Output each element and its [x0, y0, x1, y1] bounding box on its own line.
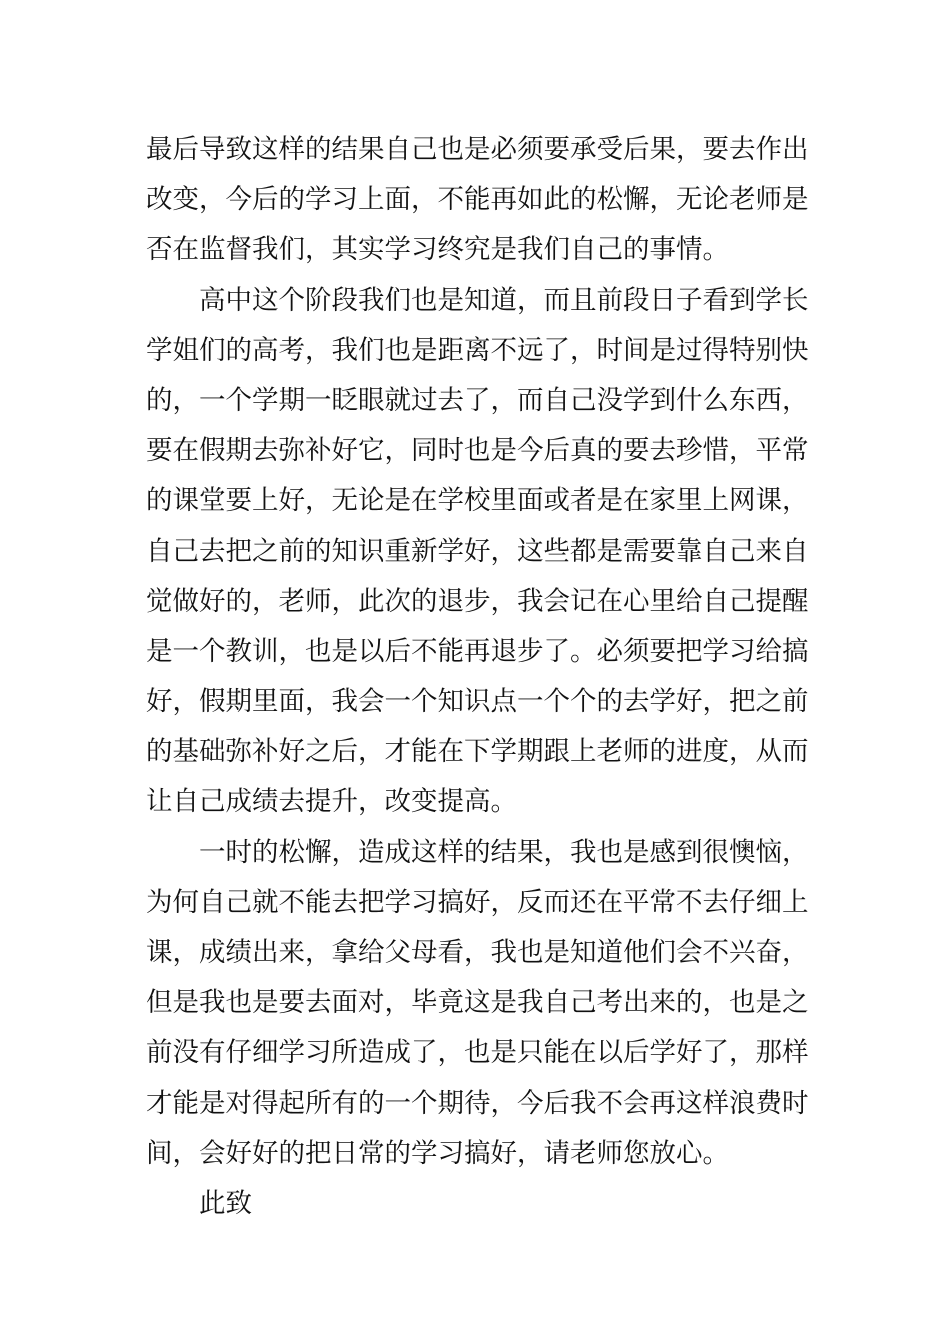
text-line: 学姐们的高考，我们也是距离不远了，时间是过得特别快 [146, 334, 809, 366]
paragraph-1 [146, 125, 808, 276]
text-line: 前没有仔细学习所造成了，也是只能在以后学好了，那样 [146, 1037, 809, 1069]
text-line: 的，一个学期一眨眼就过去了，而自己没学到什么东西， [146, 384, 809, 416]
text-line: 为何自己就不能去把学习搞好，反而还在平常不去仔细上 [146, 886, 809, 918]
text-line: 但是我也是要去面对，毕竟这是我自己考出来的，也是之 [146, 987, 809, 1019]
text-line: 改变，今后的学习上面，不能再如此的松懈，无论老师是 [146, 184, 809, 216]
text-line: 自己去把之前的知识重新学好，这些都是需要靠自己来自 [146, 535, 809, 567]
text-line: 觉做好的，老师，此次的退步，我会记在心里给自己提醒 [146, 585, 809, 617]
paragraph-2 [146, 276, 808, 828]
closing-salutation [146, 1179, 808, 1229]
text-line: 让自己成绩去提升，改变提高。 [146, 786, 517, 818]
text-line: 最后导致这样的结果自己也是必须要承受后果，要去作出 [146, 134, 809, 165]
text-line: 高中这个阶段我们也是知道，而且前段日子看到学长 [199, 284, 809, 316]
text-line: 要在假期去弥补好它，同时也是今后真的要去珍惜，平常 [146, 435, 809, 467]
letter-body [146, 125, 808, 1229]
paragraph-3 [146, 828, 808, 1179]
text-line: 间，会好好的把日常的学习搞好，请老师您放心。 [146, 1137, 729, 1169]
text-line: 否在监督我们，其实学习终究是我们自己的事情。 [146, 234, 729, 266]
text-line: 此致 [199, 1187, 252, 1219]
text-line: 好，假期里面，我会一个知识点一个个的去学好，把之前 [146, 686, 809, 718]
text-line: 一时的松懈，造成这样的结果，我也是感到很懊恼， [199, 836, 809, 868]
text-line: 才能是对得起所有的一个期待，今后我不会再这样浪费时 [146, 1087, 809, 1119]
text-line: 课，成绩出来，拿给父母看，我也是知道他们会不兴奋， [146, 937, 809, 968]
text-line: 的课堂要上好，无论是在学校里面或者是在家里上网课， [146, 485, 809, 517]
text-line: 的基础弥补好之后，才能在下学期跟上老师的进度，从而 [146, 736, 809, 768]
text-line: 是一个教训，也是以后不能再退步了。必须要把学习给搞 [146, 635, 809, 667]
